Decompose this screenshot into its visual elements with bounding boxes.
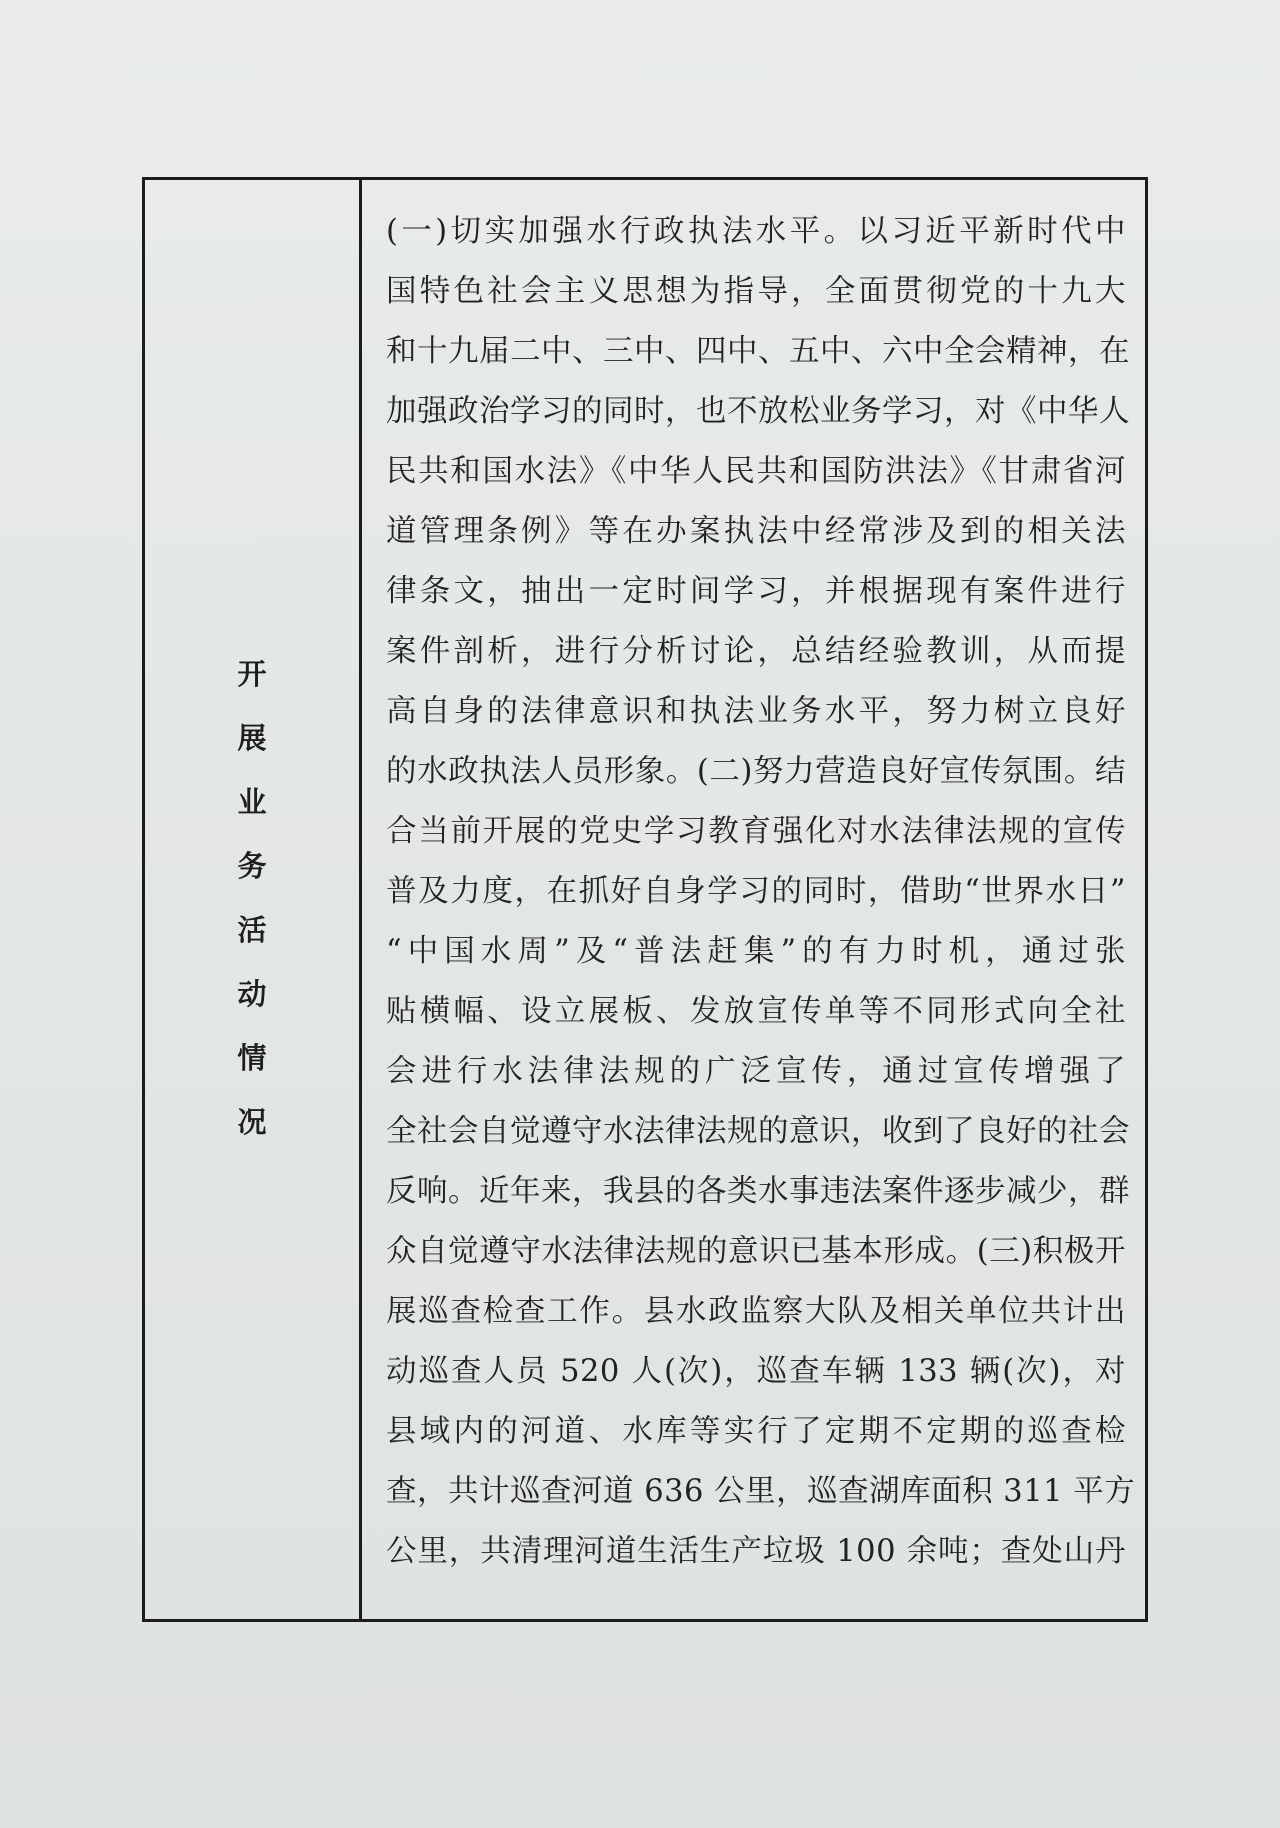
content-line: 国特色社会主义思想为指导，全面贯彻党的十九大 — [386, 274, 1126, 309]
row-label-char: 活 — [237, 913, 267, 947]
content-line: 展巡查检查工作。县水政监察大队及相关单位共计出 — [386, 1294, 1126, 1329]
content-line: 公里，共清理河道生活生产垃圾 100 余吨；查处山丹 — [386, 1534, 1126, 1569]
content-line: 查，共计巡查河道 636 公里，巡查湖库面积 311 平方 — [386, 1474, 1136, 1509]
content-line: 高自身的法律意识和执法业务水平，努力树立良好 — [386, 694, 1126, 729]
content-line: (一)切实加强水行政执法水平。以习近平新时代中 — [386, 214, 1126, 249]
content-line: “中国水周”及“普法赶集”的有力时机，通过张 — [386, 934, 1126, 969]
content-line: 道管理条例》等在办案执法中经常涉及到的相关法 — [386, 514, 1126, 549]
content-line: 和十九届二中、三中、四中、五中、六中全会精神，在 — [386, 334, 1130, 369]
row-label-char: 况 — [237, 1105, 267, 1139]
content-line: 民共和国水法》《中华人民共和国防洪法》《甘肃省河 — [386, 454, 1126, 489]
row-label-cell — [145, 180, 359, 1619]
activity-form-table — [142, 177, 1148, 1622]
content-line: 会进行水法律法规的广泛宣传，通过宣传增强了 — [386, 1054, 1126, 1089]
content-line: 反响。近年来，我县的各类水事违法案件逐步减少，群 — [386, 1174, 1130, 1209]
content-cell — [386, 180, 1136, 1619]
content-line: 案件剖析，进行分析讨论，总结经验教训，从而提 — [386, 634, 1126, 669]
column-divider — [359, 180, 362, 1619]
row-label-char: 务 — [237, 849, 267, 883]
content-line: 合当前开展的党史学习教育强化对水法律法规的宣传 — [386, 814, 1126, 849]
content-line: 众自觉遵守水法律法规的意识已基本形成。(三)积极开 — [386, 1234, 1126, 1269]
content-line: 贴横幅、设立展板、发放宣传单等不同形式向全社 — [386, 994, 1126, 1029]
content-line: 普及力度，在抓好自身学习的同时，借助“世界水日” — [386, 874, 1126, 909]
content-line: 律条文，抽出一定时间学习，并根据现有案件进行 — [386, 574, 1126, 609]
content-line: 加强政治学习的同时，也不放松业务学习，对《中华人 — [386, 394, 1130, 429]
row-label-char: 情 — [237, 1041, 267, 1075]
row-label-char: 开 — [237, 657, 267, 691]
content-line: 动巡查人员 520 人(次)，巡查车辆 133 辆(次)，对 — [386, 1354, 1126, 1389]
content-line: 的水政执法人员形象。(二)努力营造良好宣传氛围。结 — [386, 754, 1126, 789]
content-line: 县域内的河道、水库等实行了定期不定期的巡查检 — [386, 1414, 1126, 1449]
row-label-char: 业 — [237, 785, 267, 819]
content-line: 全社会自觉遵守水法律法规的意识，收到了良好的社会 — [386, 1114, 1130, 1149]
row-label-char: 展 — [237, 721, 267, 755]
row-label-char: 动 — [237, 977, 267, 1011]
